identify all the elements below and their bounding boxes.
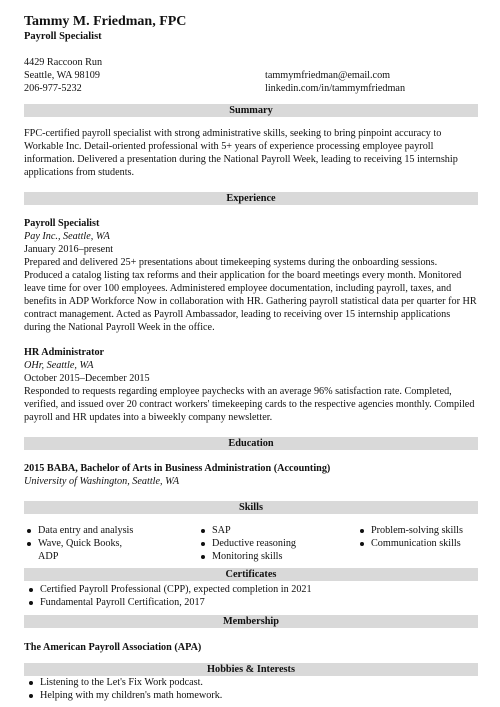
skill-item: Problem-solving skills (357, 524, 463, 537)
job-title: HR Administrator (24, 347, 105, 358)
skill-item: Monitoring skills (198, 550, 296, 563)
certificate-item: Fundamental Payroll Certification, 2017 (24, 596, 478, 609)
email-address: tammymfriedman@email.com (265, 70, 391, 81)
degree: 2015 BABA, Bachelor of Arts in Business Administration (Accounting) (24, 463, 331, 474)
certificate-item: Certified Payroll Professional (CPP), expected completion in 2021 (24, 583, 478, 596)
address-line-2: Seattle, WA 98109 (24, 70, 100, 81)
skill-item: Data entry and analysis (24, 524, 133, 537)
job-dates: January 2016–present (24, 244, 114, 255)
job-employer: OHr, Seattle, WA (24, 360, 94, 371)
certificates-list (24, 583, 478, 609)
skills-list (24, 524, 478, 564)
candidate-name: Tammy M. Friedman, FPC (24, 14, 187, 29)
job-employer: Pay Inc., Seattle, WA (24, 231, 110, 242)
education-entry (24, 462, 478, 488)
hobby-item: Listening to the Let's Fix Work podcast. (24, 676, 478, 689)
phone-number: 206-977-5232 (24, 83, 82, 94)
certificates-heading: Certificates (24, 568, 478, 581)
hobbies-heading: Hobbies & Interests (24, 663, 478, 676)
summary-heading: Summary (24, 104, 478, 117)
candidate-title: Payroll Specialist (24, 31, 102, 42)
hobbies-list (24, 676, 478, 702)
job-description: Prepared and delivered 25+ presentations about timekeeping systems during the onboarding sessions. Produced a catalog listing tax reforms and their application for the board meetings every month. Monitored leave time for over 100 employees. Administered employee documentation, including payroll, taxes, and benefits in ADP Workforce Now in collaboration with HR. Gathering payroll statistical data per quarter for HR contract management. Acted as Payroll Ambassador, leading to receiving over 15 internship applications during the National Payroll Week in the office. (24, 257, 477, 333)
resume-page (24, 14, 478, 702)
education-heading: Education (24, 437, 478, 450)
skill-item: Deductive reasoning (198, 537, 296, 550)
job-entry (24, 217, 478, 334)
skills-heading: Skills (24, 501, 478, 514)
hobby-item: Helping with my children's math homework. (24, 689, 478, 702)
membership-heading: Membership (24, 615, 478, 628)
skill-item: Communication skills (357, 537, 463, 550)
membership-org: The American Payroll Association (APA) (24, 642, 202, 653)
experience-heading: Experience (24, 192, 478, 205)
skill-item: SAP (198, 524, 296, 537)
address-line-1: 4429 Raccoon Run (24, 57, 103, 68)
contact-block (24, 56, 478, 95)
job-dates: October 2015–December 2015 (24, 373, 150, 384)
linkedin-url: linkedin.com/in/tammymfriedman (265, 83, 406, 94)
skill-item-continued: ADP (38, 551, 59, 562)
job-entry (24, 346, 478, 424)
school: University of Washington, Seattle, WA (24, 476, 180, 487)
skill-item: Wave, Quick Books, (24, 537, 133, 550)
summary-text: FPC-certified payroll specialist with strong administrative skills, seeking to bring pinpoint accuracy to Workable Inc. Detail-oriented professional with 5+ years of experience processing employee payroll information. Delivered a presentation during the National Payroll Week, leading to receiving 15 internship applications from students. (24, 128, 458, 178)
job-description: Responded to requests regarding employee paychecks with an average 96% satisfaction rate. Completed, verified, and issued over 20 contract workers' timekeeping cards to the respective agencies monthly. Compiled payroll and HR updates into a biweekly company newsletter. (24, 386, 475, 423)
job-title: Payroll Specialist (24, 218, 100, 229)
